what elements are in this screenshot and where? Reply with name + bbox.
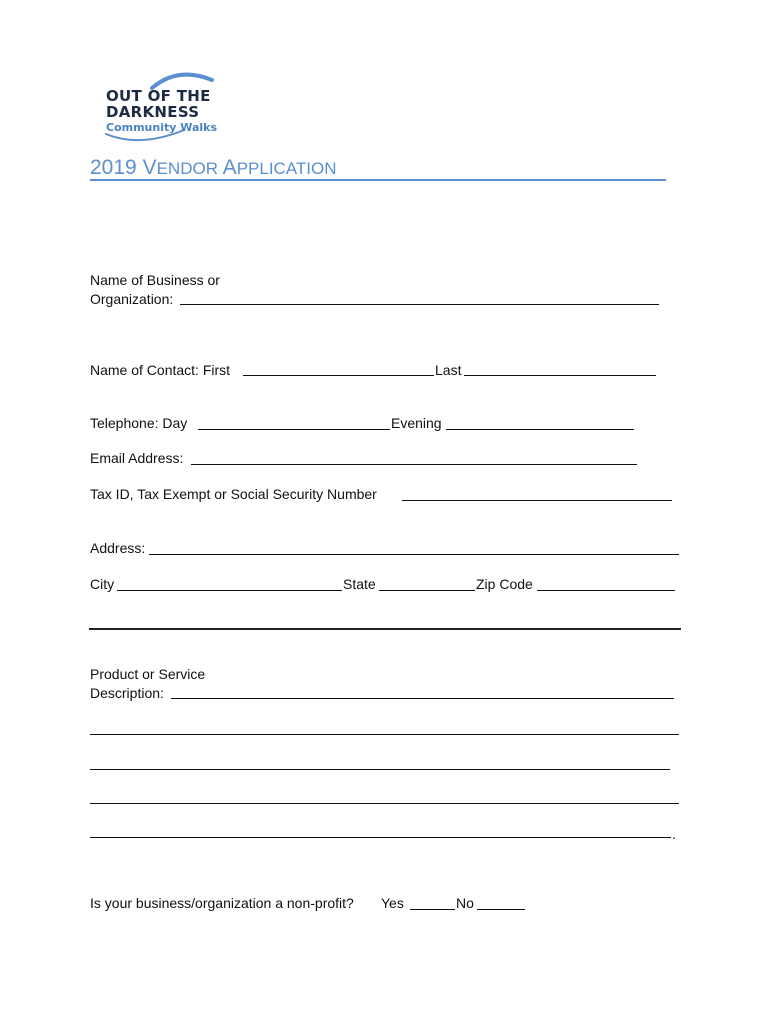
- logo-line-3: Community Walks: [106, 121, 218, 134]
- email-field[interactable]: [191, 464, 637, 465]
- title-pplication: PPLICATION: [236, 159, 337, 178]
- address-label: Address:: [90, 540, 146, 556]
- title-v: V: [142, 156, 157, 179]
- product-description-field-3[interactable]: [90, 769, 670, 770]
- zip-label: Zip Code: [476, 576, 533, 592]
- telephone-day-label: Telephone: Day: [90, 415, 188, 431]
- taxid-label: Tax ID, Tax Exempt or Social Security Number: [90, 486, 377, 502]
- nonprofit-no-field[interactable]: [477, 909, 525, 910]
- contact-last-label: Last: [435, 362, 462, 378]
- product-description-field-2[interactable]: [90, 734, 679, 735]
- product-description-field-1[interactable]: [171, 698, 674, 699]
- contact-first-label: Name of Contact: First: [90, 362, 231, 378]
- title-underline: [90, 179, 666, 181]
- product-description-field-4[interactable]: [90, 803, 679, 804]
- title-endor: ENDOR: [156, 159, 218, 178]
- address-field[interactable]: [149, 554, 679, 555]
- city-label: City: [90, 576, 115, 592]
- title-year: 2019: [90, 156, 137, 179]
- state-label: State: [343, 576, 376, 592]
- nonprofit-no-label: No: [456, 895, 474, 911]
- nonprofit-yes-field[interactable]: [410, 909, 455, 910]
- zip-field[interactable]: [537, 590, 675, 591]
- logo-line-1: OUT OF THE: [106, 87, 211, 105]
- business-label-1: Name of Business or: [90, 272, 220, 288]
- telephone-evening-label: Evening: [391, 415, 442, 431]
- product-label-1: Product or Service: [90, 666, 206, 682]
- description-period: .: [672, 826, 676, 842]
- nonprofit-yes-label: Yes: [381, 895, 404, 911]
- logo-line-2: DARKNESS: [106, 103, 200, 121]
- email-label: Email Address:: [90, 450, 184, 466]
- product-description-field-5[interactable]: [90, 837, 671, 838]
- contact-first-field[interactable]: [243, 375, 434, 376]
- city-field[interactable]: [117, 590, 342, 591]
- nonprofit-label: Is your business/organization a non-profit?: [90, 895, 354, 911]
- telephone-evening-field[interactable]: [446, 429, 634, 430]
- title-a: A: [222, 156, 237, 179]
- contact-last-field[interactable]: [464, 375, 656, 376]
- telephone-day-field[interactable]: [198, 429, 390, 430]
- page-title: [90, 156, 337, 180]
- business-label-2: Organization:: [90, 291, 174, 307]
- product-label-2: Description:: [90, 685, 164, 701]
- taxid-field[interactable]: [402, 500, 672, 501]
- state-field[interactable]: [379, 590, 475, 591]
- section-divider: [89, 628, 681, 630]
- business-name-field[interactable]: [180, 304, 659, 305]
